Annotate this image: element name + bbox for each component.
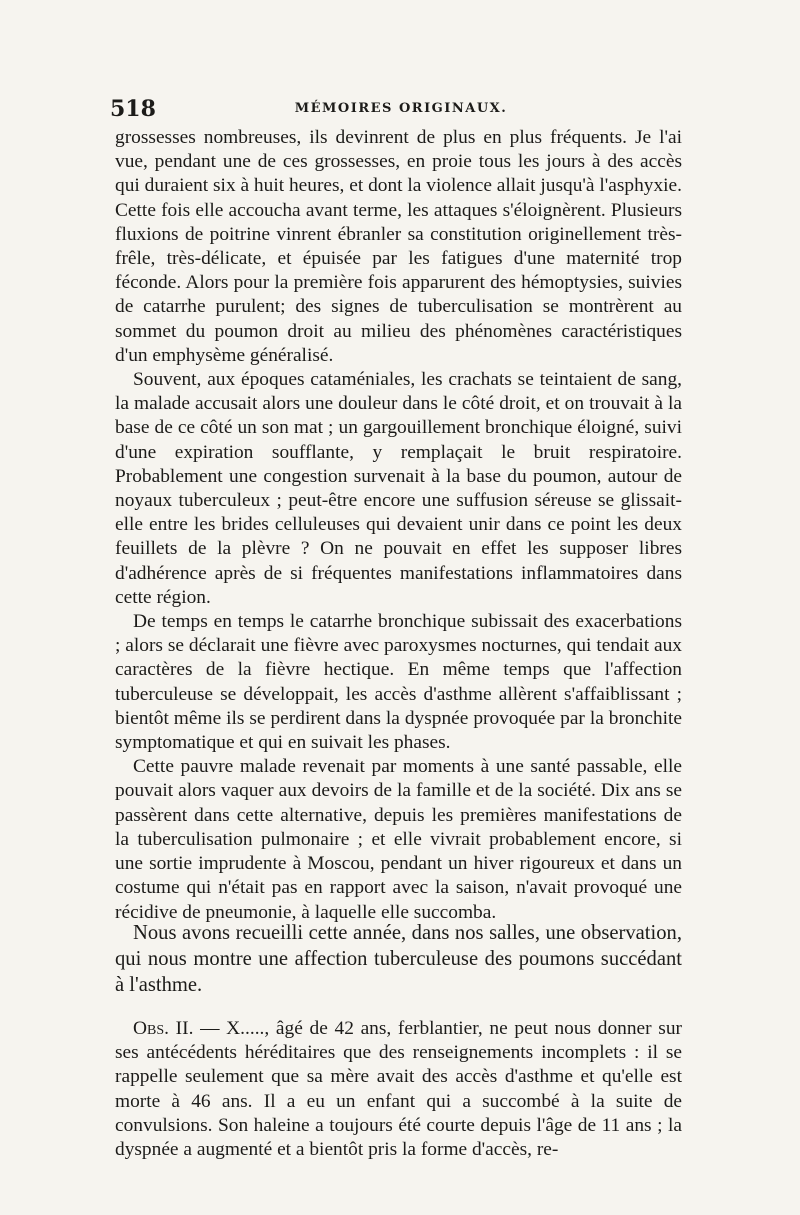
running-title: MÉMOIRES ORIGINAUX.	[294, 101, 508, 116]
page-number: 518	[110, 96, 156, 122]
paragraph: De temps en temps le catarrhe bronchique subissait des exacerbations ; alors se déclarait une fièvre avec paroxysmes nocturnes, qui tendait aux caractères de la fièvre hectique. En même temps que l'affection tuberculeuse se développait, les accès d'asthme allèrent s'affaiblissant ; bientôt même ils se perdirent dans la dyspnée provoquée par la bronchite symptomatique et qui en suivait les phases.	[115, 611, 682, 754]
main-text-block	[115, 126, 682, 925]
large-paragraph: Nous avons recueilli cette année, dans nos salles, une observation, qui nous montre une affection tuberculeuse des poumons succédant à l'asthme.	[115, 922, 682, 996]
observation-paragraph	[115, 1017, 682, 1162]
paragraph-continued: grossesses nombreuses, ils devinrent de plus en plus fréquents. Je l'ai vue, pendant une de ces grossesses, en proie tous les jours à des accès qui duraient six à huit heures, et dont la violence allait jusqu'à l'asphyxie. Cette fois elle accoucha avant terme, les attaques s'éloignèrent. Plusieurs fluxions de poitrine vinrent ébranler sa constitution originellement très-frêle, très-délicate, et épuisée par les fatigues d'une maternité trop féconde. Alors pour la première fois apparurent des hémoptysies, suivies de catarrhe purulent; des signes de tuberculisation se montrèrent au sommet du poumon droit au milieu des phénomènes caractéristiques d'un emphysème généralisé.	[115, 127, 683, 366]
paragraph: Cette pauvre malade revenait par moments à une santé passable, elle pouvait alors vaquer aux devoirs de la famille et de la société. Dix ans se passèrent dans cette alternative, depuis les premières manifestations de la tuberculisation pulmonaire ; et elle vivrait probablement encore, si une sortie imprudente à Moscou, pendant un hiver rigoureux et dans un costume qui n'était pas en rapport avec la saison, n'avait provoqué une récidive de pneumonie, à laquelle elle succomba.	[115, 756, 682, 923]
observation-text: — X....., âgé de 42 ans, ferblantier, ne peut nous donner sur ses antécédents héréditaires que des renseignements incomplets : il se rappelle seulement que sa mère avait des accès d'asthme et qu'elle est morte à 46 ans. Il a eu un enfant qui a succombé à la suite de convulsions. Son haleine a toujours été courte depuis l'âge de 11 ans ; la dyspnée a augmenté et a bientôt pris la forme d'accès, re-	[115, 1018, 682, 1161]
observation-block	[115, 1017, 682, 1162]
running-head	[110, 96, 692, 122]
observation-label: Obs. II.	[133, 1018, 194, 1039]
paragraph: Souvent, aux époques cataméniales, les crachats se teintaient de sang, la malade accusait alors une douleur dans le côté droit, et on trouvait à la base de ce côté un son mat ; un gargouillement bronchique éloigné, suivi d'une expiration soufflante, y remplaçait le bruit respiratoire. Probablement une congestion survenait à la base du poumon, autour de noyaux tuberculeux ; peut-être encore une suffusion séreuse se glissait-elle entre les brides celluleuses qui devaient unir dans ce point les deux feuillets de la plèvre ? On ne pouvait en effet les supposer libres d'adhérence après de si fréquentes manifestations inflammatoires dans cette région.	[115, 369, 682, 608]
large-type-block	[115, 920, 682, 998]
